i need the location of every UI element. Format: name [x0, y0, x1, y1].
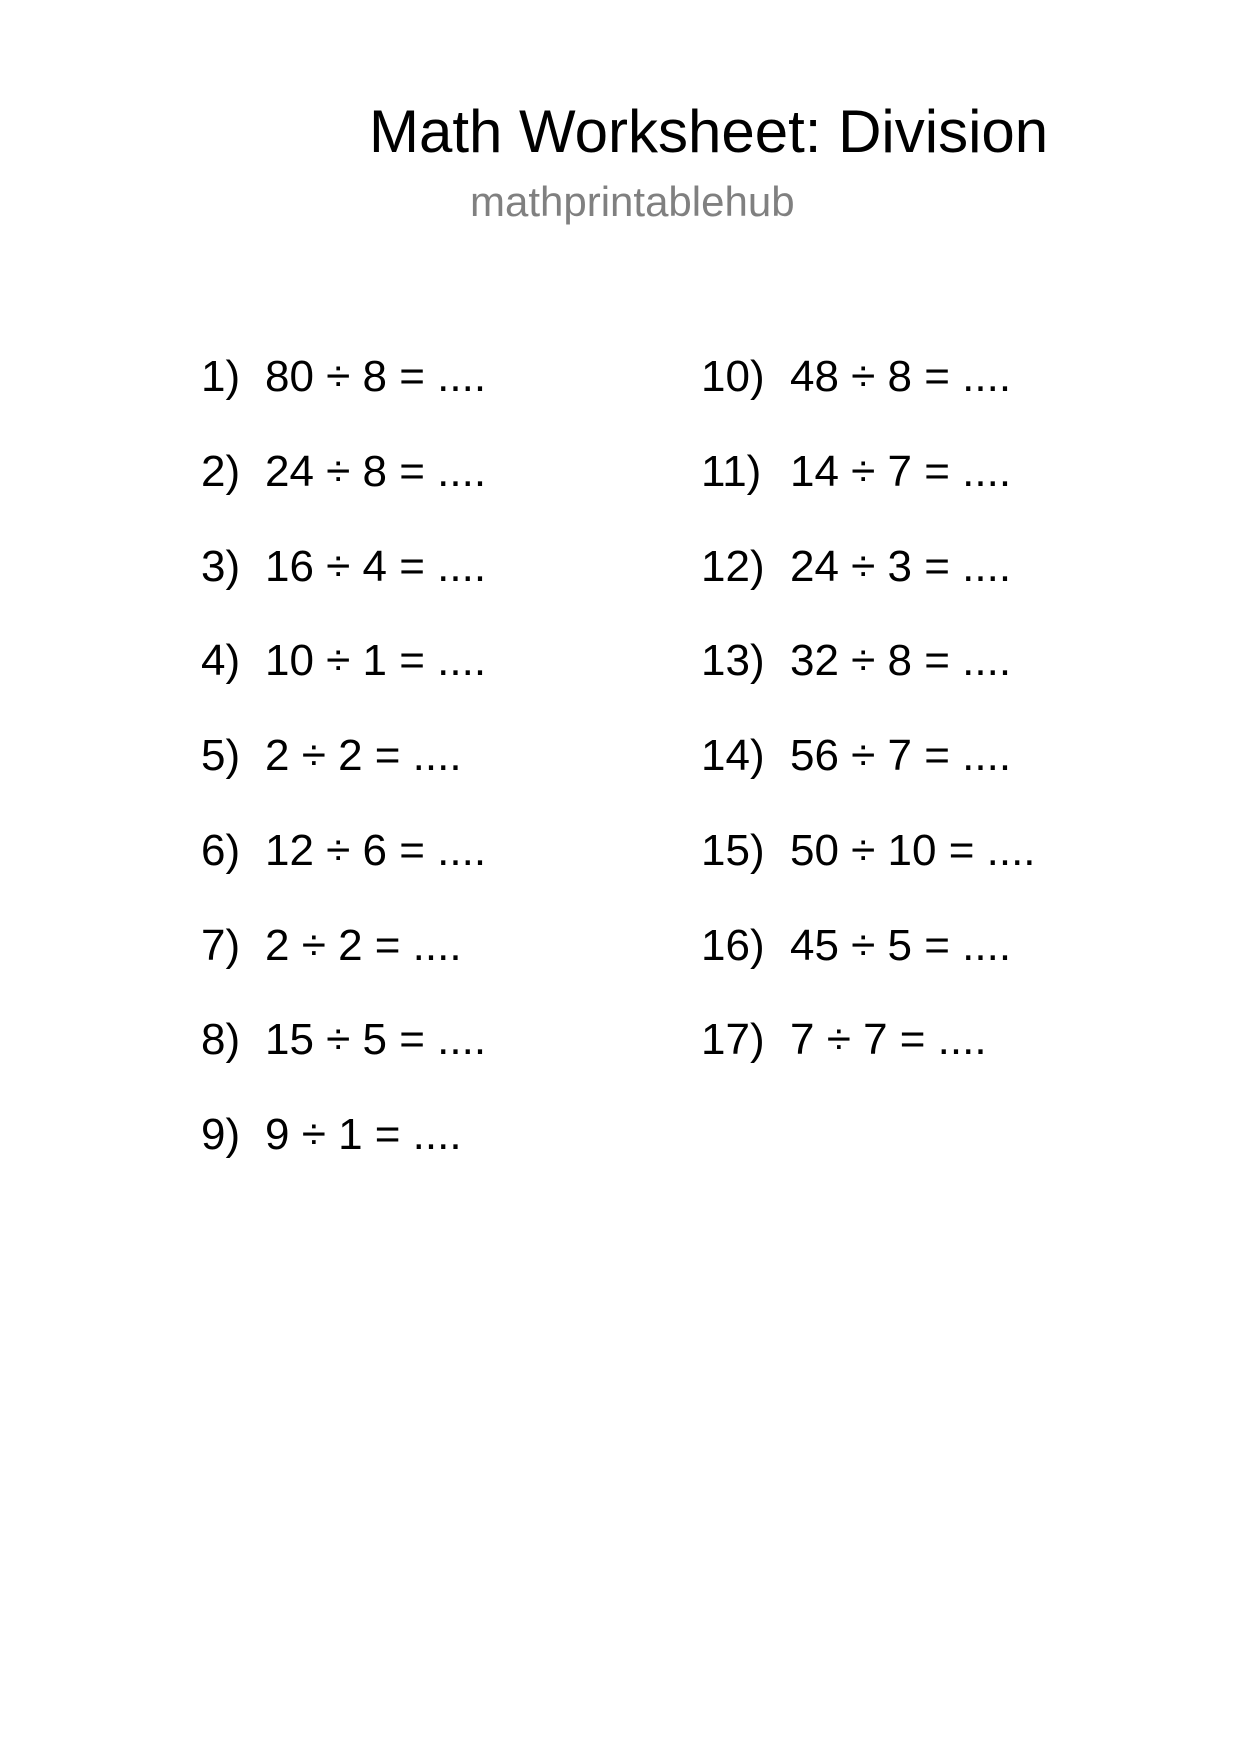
problem-number: 15)	[701, 826, 765, 875]
problem-expression: 56 ÷ 7 = ....	[790, 731, 1012, 780]
problem-item	[701, 731, 1011, 781]
problem-number: 16)	[701, 921, 765, 970]
problem-expression: 45 ÷ 5 = ....	[790, 921, 1012, 970]
problem-expression: 15 ÷ 5 = ....	[265, 1015, 487, 1064]
problem-expression: 9 ÷ 1 = ....	[265, 1110, 462, 1159]
problem-number: 13)	[701, 636, 765, 685]
problem-item	[701, 1015, 987, 1065]
problem-item	[701, 542, 1011, 592]
problem-item	[201, 731, 462, 781]
problem-number: 12)	[701, 542, 765, 591]
problem-item	[701, 921, 1011, 971]
problem-item	[701, 447, 1011, 497]
problem-item	[201, 352, 486, 402]
problem-expression: 50 ÷ 10 = ....	[790, 826, 1036, 875]
problem-expression: 48 ÷ 8 = ....	[790, 352, 1012, 401]
problem-expression: 2 ÷ 2 = ....	[265, 921, 462, 970]
problem-item	[201, 1110, 462, 1160]
problem-number: 3)	[201, 542, 241, 591]
worksheet-source: mathprintablehub	[470, 178, 795, 225]
problem-item	[201, 542, 486, 592]
problem-expression: 24 ÷ 3 = ....	[790, 542, 1012, 591]
problem-number: 4)	[201, 636, 241, 685]
problem-item	[201, 1015, 486, 1065]
problem-expression: 12 ÷ 6 = ....	[265, 826, 487, 875]
problem-expression: 80 ÷ 8 = ....	[265, 352, 487, 401]
problem-item	[201, 826, 486, 876]
problem-expression: 2 ÷ 2 = ....	[265, 731, 462, 780]
problem-number: 9)	[201, 1110, 241, 1159]
problem-expression: 14 ÷ 7 = ....	[790, 447, 1012, 496]
problem-item	[701, 636, 1011, 686]
problem-item	[201, 447, 486, 497]
problem-item	[701, 352, 1011, 402]
problem-number: 7)	[201, 921, 241, 970]
problem-number: 5)	[201, 731, 241, 780]
problem-expression: 7 ÷ 7 = ....	[790, 1015, 987, 1064]
problem-expression: 16 ÷ 4 = ....	[265, 542, 487, 591]
problem-number: 14)	[701, 731, 765, 780]
problem-expression: 24 ÷ 8 = ....	[265, 447, 487, 496]
problem-number: 11)	[701, 447, 762, 496]
problem-expression: 32 ÷ 8 = ....	[790, 636, 1012, 685]
problem-number: 1)	[201, 352, 241, 401]
problem-item	[701, 826, 1036, 876]
problem-number: 10)	[701, 352, 765, 401]
problem-number: 17)	[701, 1015, 765, 1064]
problem-number: 2)	[201, 447, 241, 496]
worksheet-title: Math Worksheet: Division	[369, 98, 1049, 165]
problem-number: 6)	[201, 826, 241, 875]
problem-number: 8)	[201, 1015, 241, 1064]
problem-expression: 10 ÷ 1 = ....	[265, 636, 487, 685]
problem-item	[201, 921, 462, 971]
problem-item	[201, 636, 486, 686]
